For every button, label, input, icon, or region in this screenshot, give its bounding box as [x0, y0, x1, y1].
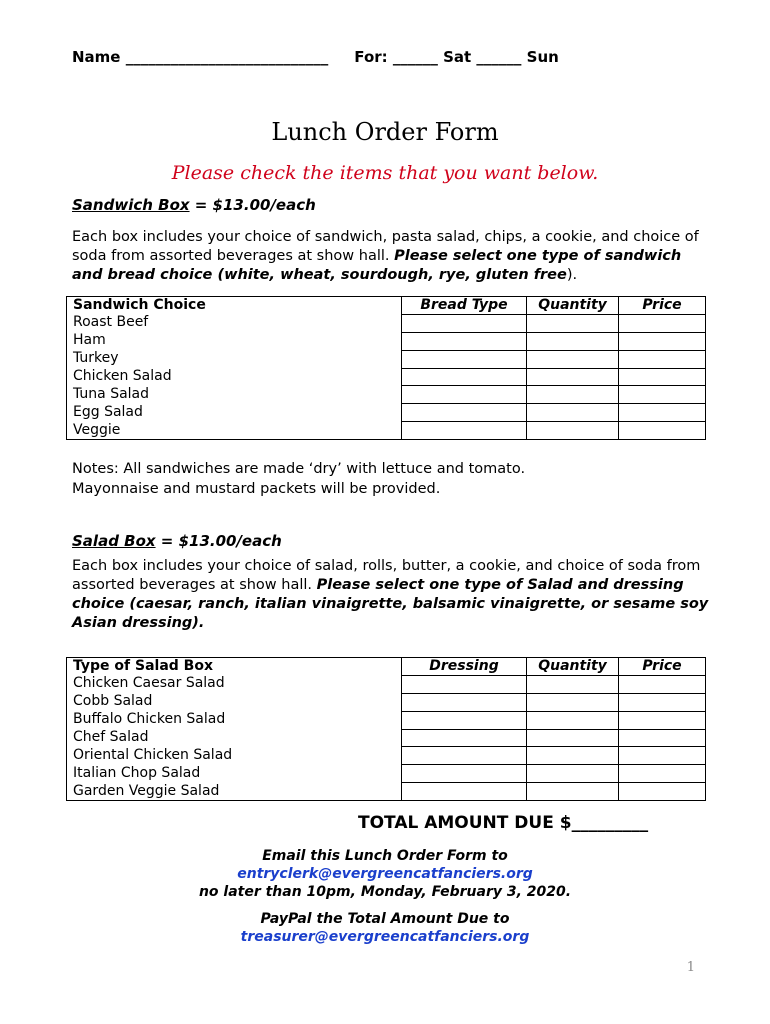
table-row: [67, 314, 706, 332]
sandwich-desc-end: ).: [566, 267, 578, 283]
table-row: [67, 693, 706, 711]
column-header-quantity: Quantity: [527, 658, 619, 676]
table-row: [67, 711, 706, 729]
salad-name: Cobb Salad: [67, 693, 402, 711]
price-cell[interactable]: [619, 765, 706, 783]
bread-type-cell[interactable]: [402, 404, 527, 422]
table-row: [67, 386, 706, 404]
column-header-price: Price: [619, 297, 706, 315]
quantity-cell[interactable]: [527, 386, 619, 404]
price-cell[interactable]: [619, 404, 706, 422]
dressing-cell[interactable]: [402, 765, 527, 783]
price-cell[interactable]: [619, 350, 706, 368]
notes-line-2: Mayonnaise and mustard packets will be provided.: [72, 481, 441, 497]
sandwich-name: Veggie: [67, 422, 402, 440]
salad-name: Italian Chop Salad: [67, 765, 402, 783]
quantity-cell[interactable]: [527, 711, 619, 729]
sandwich-desc-plain: Each box includes your choice of sandwich, pasta salad, chips, a cookie, and choice of soda from assorted beverages at show hall.: [72, 229, 699, 264]
column-header-bread-type: Bread Type: [402, 297, 527, 315]
column-header-price: Price: [619, 658, 706, 676]
quantity-cell[interactable]: [527, 404, 619, 422]
dressing-cell[interactable]: [402, 693, 527, 711]
sandwich-table: [66, 296, 706, 440]
table-row: [67, 675, 706, 693]
sandwich-description: [72, 228, 712, 285]
dressing-cell[interactable]: [402, 711, 527, 729]
column-header-dressing: Dressing: [402, 658, 527, 676]
salad-table-header: [67, 658, 706, 676]
price-cell[interactable]: [619, 783, 706, 801]
dressing-cell[interactable]: [402, 729, 527, 747]
price-cell[interactable]: [619, 422, 706, 440]
table-row: [67, 422, 706, 440]
email-line: Email this Lunch Order Form to: [262, 848, 508, 864]
treasurer-email-link[interactable]: treasurer@evergreencatfanciers.org: [240, 929, 530, 945]
bread-type-cell[interactable]: [402, 350, 527, 368]
page-title: Lunch Order Form: [271, 118, 499, 146]
price-cell[interactable]: [619, 332, 706, 350]
quantity-cell[interactable]: [527, 314, 619, 332]
price-cell[interactable]: [619, 693, 706, 711]
sandwich-name: Tuna Salad: [67, 386, 402, 404]
quantity-cell[interactable]: [527, 783, 619, 801]
table-row: [67, 747, 706, 765]
bread-type-cell[interactable]: [402, 368, 527, 386]
salad-table: [66, 657, 706, 801]
quantity-cell[interactable]: [527, 747, 619, 765]
total-amount-due: TOTAL AMOUNT DUE $_________: [358, 813, 649, 833]
notes-line-1: Notes: All sandwiches are made ‘dry’ with lettuce and tomato.: [72, 461, 526, 477]
quantity-cell[interactable]: [527, 693, 619, 711]
sandwich-name: Ham: [67, 332, 402, 350]
price-cell[interactable]: [619, 675, 706, 693]
quantity-cell[interactable]: [527, 422, 619, 440]
table-row: [67, 404, 706, 422]
salad-name: Chicken Caesar Salad: [67, 675, 402, 693]
sandwich-notes: [72, 459, 525, 499]
salad-heading: [72, 532, 282, 550]
sandwich-table-header: [67, 297, 706, 315]
salad-name: Chef Salad: [67, 729, 402, 747]
table-row: [67, 350, 706, 368]
bread-type-cell[interactable]: [402, 332, 527, 350]
table-row: [67, 368, 706, 386]
entryclerk-email-link[interactable]: entryclerk@evergreencatfanciers.org: [237, 866, 533, 882]
paypal-line: PayPal the Total Amount Due to: [260, 911, 510, 927]
dressing-cell[interactable]: [402, 783, 527, 801]
deadline-line: no later than 10pm, Monday, February 3, 2020.: [198, 884, 572, 900]
salad-heading-price: = $13.00/each: [155, 532, 282, 550]
price-cell[interactable]: [619, 747, 706, 765]
table-row: [67, 332, 706, 350]
quantity-cell[interactable]: [527, 675, 619, 693]
salad-name: Garden Veggie Salad: [67, 783, 402, 801]
price-cell[interactable]: [619, 314, 706, 332]
table-row: [67, 783, 706, 801]
quantity-cell[interactable]: [527, 368, 619, 386]
price-cell[interactable]: [619, 368, 706, 386]
table-row: [67, 729, 706, 747]
dressing-cell[interactable]: [402, 675, 527, 693]
column-header-salad-type: Type of Salad Box: [67, 658, 402, 676]
sandwich-name: Chicken Salad: [67, 368, 402, 386]
sandwich-name: Roast Beef: [67, 314, 402, 332]
sandwich-name: Egg Salad: [67, 404, 402, 422]
page-subtitle: Please check the items that you want below.: [171, 162, 599, 184]
salad-name: Oriental Chicken Salad: [67, 747, 402, 765]
paypal-instructions: [0, 910, 770, 946]
price-cell[interactable]: [619, 386, 706, 404]
salad-name: Buffalo Chicken Salad: [67, 711, 402, 729]
quantity-cell[interactable]: [527, 729, 619, 747]
price-cell[interactable]: [619, 711, 706, 729]
bread-type-cell[interactable]: [402, 386, 527, 404]
price-cell[interactable]: [619, 729, 706, 747]
sandwich-heading-title: Sandwich Box: [72, 196, 190, 214]
table-row: [67, 765, 706, 783]
quantity-cell[interactable]: [527, 765, 619, 783]
salad-heading-title: Salad Box: [72, 532, 156, 550]
dressing-cell[interactable]: [402, 747, 527, 765]
salad-description: [72, 557, 712, 633]
salad-desc-bold: Please select one type of Salad and dressing choice (caesar, ranch, italian vinaigrette, balsamic vinaigrette, or sesame soy Asian dressing).: [72, 577, 709, 631]
name-and-day-line: Name ___________________________ For: ______ Sat ______ Sun: [72, 48, 559, 66]
quantity-cell[interactable]: [527, 350, 619, 368]
email-instructions: [0, 847, 770, 901]
sandwich-heading-price: = $13.00/each: [189, 196, 316, 214]
bread-type-cell[interactable]: [402, 314, 527, 332]
quantity-cell[interactable]: [527, 332, 619, 350]
salad-desc-plain: Each box includes your choice of salad, rolls, butter, a cookie, and choice of soda from assorted beverages at show hall.: [72, 558, 701, 593]
column-header-quantity: Quantity: [527, 297, 619, 315]
column-header-sandwich-choice: Sandwich Choice: [67, 297, 402, 315]
bread-type-cell[interactable]: [402, 422, 527, 440]
sandwich-heading: [72, 196, 316, 214]
sandwich-desc-bold: Please select one type of sandwich and bread choice (white, wheat, sourdough, rye, gluten free: [72, 248, 682, 283]
sandwich-name: Turkey: [67, 350, 402, 368]
page-number: 1: [686, 960, 695, 975]
